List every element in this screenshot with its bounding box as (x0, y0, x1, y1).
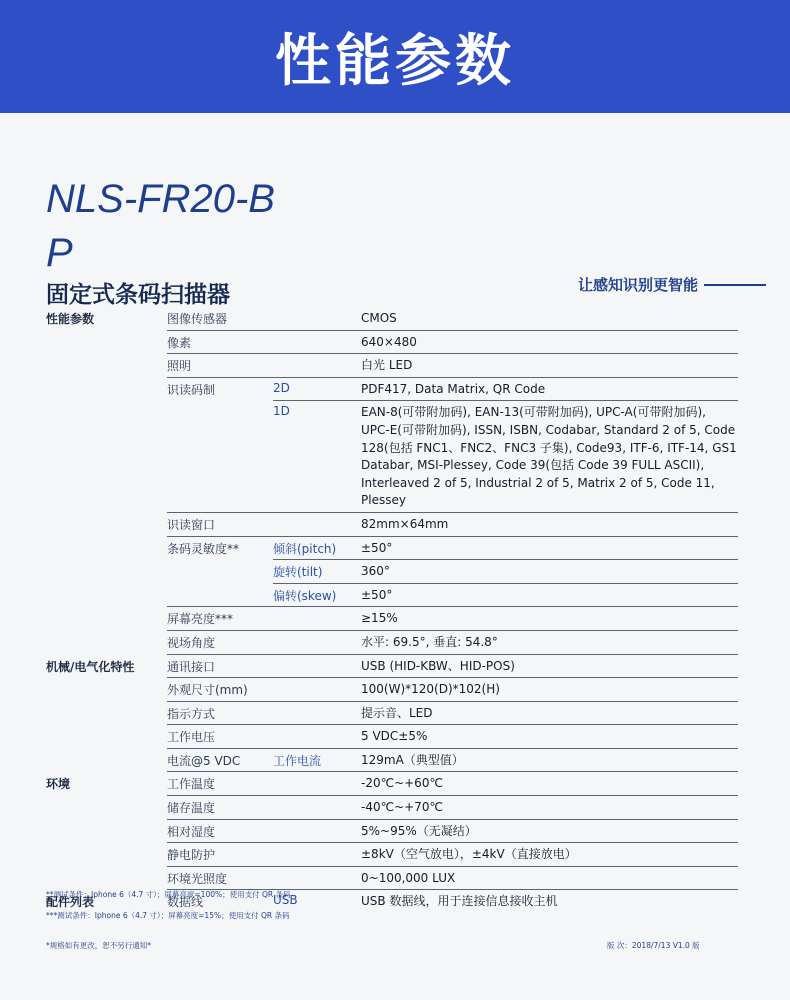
spec-value: 5%~95%（无凝结） (361, 820, 738, 844)
spec-subitem-label: 工作电流 (273, 749, 361, 773)
spec-subitem-label: 偏转(skew) (273, 584, 361, 608)
spec-value: 5 VDC±5% (361, 725, 738, 749)
spec-section-label: 机械/电气化特性 (46, 659, 135, 674)
spec-section-label (46, 702, 167, 726)
spec-subitem-label: 旋转(tilt) (273, 560, 361, 584)
spec-row (46, 631, 738, 655)
spec-item-label: 数据线 (167, 895, 204, 910)
spec-section-label (46, 537, 167, 561)
slogan (578, 274, 766, 295)
spec-section-label (46, 820, 167, 844)
spec-subitem-label: 1D (273, 401, 361, 513)
slogan-text: 让感知识别更智能 (578, 276, 699, 294)
spec-item-label (167, 584, 273, 608)
spec-section-label (46, 749, 167, 773)
spec-section-label (46, 584, 167, 608)
spec-item-label: 外观尺寸(mm) (167, 678, 273, 702)
spec-value: 水平: 69.5°, 垂直: 54.8° (361, 631, 738, 655)
spec-subitem-label (273, 843, 361, 867)
slogan-divider (704, 284, 766, 286)
spec-value: ≥15% (361, 607, 738, 631)
spec-value: 100(W)*120(D)*102(H) (361, 678, 738, 702)
spec-section-label (46, 678, 167, 702)
spec-item-label: 屏幕亮度*** (167, 607, 273, 631)
test-note-2: ***测试条件：Iphone 6（4.7 寸）；屏幕亮度=15%；使用支付 QR 条码 (46, 911, 290, 920)
spec-subitem-label (273, 772, 361, 796)
spec-section-label (46, 607, 167, 631)
model-name (46, 172, 286, 280)
spec-row (46, 560, 738, 584)
spec-section-label (46, 401, 167, 513)
test-note-1: **测试条件：Iphone 6（4.7 寸）；屏幕亮度=100%；使用支付 QR 条码 (46, 890, 291, 899)
spec-item-label: 像素 (167, 331, 273, 355)
spec-section-label (46, 796, 167, 820)
product-subtitle: 固定式条码扫描器 (46, 282, 230, 308)
footer-disclaimer: *规格如有更改，恕不另行通知* (46, 941, 151, 950)
spec-section-label (46, 867, 167, 891)
spec-subitem-label (273, 631, 361, 655)
spec-item-label: 视场角度 (167, 631, 273, 655)
spec-value: ±50° (361, 537, 738, 561)
spec-row (46, 401, 738, 513)
spec-item-label: 识读窗口 (167, 513, 273, 537)
spec-value: 129mA（典型值） (361, 749, 738, 773)
spec-section-label (46, 354, 167, 378)
spec-value: -40℃~+70℃ (361, 796, 738, 820)
spec-item-label: 工作电压 (167, 725, 273, 749)
spec-item-label (167, 401, 273, 513)
spec-item-label: 通讯接口 (167, 655, 273, 679)
spec-subitem-label (273, 655, 361, 679)
spec-section-label (46, 331, 167, 355)
spec-subitem-label (273, 820, 361, 844)
spec-row (46, 655, 738, 679)
spec-value: 0~100,000 LUX (361, 867, 738, 891)
spec-row (46, 678, 738, 702)
spec-section-label (46, 631, 167, 655)
spec-value: 640×480 (361, 331, 738, 355)
spec-subitem-label (273, 354, 361, 378)
spec-section-label: 性能参数 (46, 312, 95, 326)
spec-row (46, 796, 738, 820)
spec-value: ±50° (361, 584, 738, 608)
spec-value: 白光 LED (361, 354, 738, 378)
spec-subitem-label (273, 307, 361, 331)
spec-value: USB (HID-KBW、HID-POS) (361, 655, 738, 679)
spec-value: 82mm×64mm (361, 513, 738, 537)
spec-row (46, 331, 738, 355)
spec-item-label: 储存温度 (167, 796, 273, 820)
spec-item-label: 条码灵敏度** (167, 541, 240, 556)
spec-item-label: 图像传感器 (167, 307, 273, 331)
spec-value: EAN-8(可带附加码), EAN-13(可带附加码), UPC-A(可带附加码), UPC-E(可带附加码), ISSN, ISBN, Codabar, Standard 2 of 5, Code 128(包括 FNC1、FNC2、FNC3 子集), Code93, ITF-6, ITF-14, GS1 Databar, MSI-Plessey, Code 39(包括 Code 39 FULL ASCII), Interleaved 2 of 5, Industrial 2 of 5, Matrix 2 of 5, Code 11, Plessey (361, 401, 738, 513)
spec-row (46, 820, 738, 844)
spec-row (46, 537, 738, 561)
model-line-2: P (46, 231, 73, 275)
spec-item-label: 电流@5 VDC (167, 749, 273, 773)
footer-version: 版 次：2018/7/13 V1.0 版 (607, 941, 700, 950)
spec-row (46, 584, 738, 608)
spec-subitem-label (273, 725, 361, 749)
spec-row (46, 725, 738, 749)
spec-item-label: 指示方式 (167, 702, 273, 726)
spec-subitem-label (273, 796, 361, 820)
spec-row (46, 772, 738, 796)
spec-section-label (46, 560, 167, 584)
spec-subitem-label (273, 702, 361, 726)
spec-row (46, 513, 738, 537)
spec-row (46, 378, 738, 402)
spec-item-label (167, 560, 273, 584)
spec-item-label: 静电防护 (167, 843, 273, 867)
spec-row (46, 749, 738, 773)
spec-row (46, 354, 738, 378)
spec-value: USB 数据线，用于连接信息接收主机 (361, 894, 558, 909)
spec-subitem-label: 2D (273, 378, 361, 402)
spec-subitem-label (273, 867, 361, 891)
spec-item-label: 工作温度 (167, 772, 273, 796)
header-banner (0, 0, 790, 113)
spec-value: -20℃~+60℃ (361, 772, 738, 796)
spec-subitem-label: 倾斜(pitch) (273, 537, 361, 561)
model-line-1: NLS-FR20-B (46, 177, 275, 221)
spec-section-label: 配件列表 (46, 895, 95, 910)
spec-item-label: 照明 (167, 354, 273, 378)
spec-section-label (46, 378, 167, 402)
spec-row (46, 843, 738, 867)
spec-subitem-label (273, 331, 361, 355)
spec-section-label: 环境 (46, 777, 71, 792)
spec-item-label: 环境光照度 (167, 867, 273, 891)
spec-subitem-label (273, 607, 361, 631)
spec-subitem-label (273, 678, 361, 702)
spec-table (46, 307, 738, 913)
spec-item-label: 识读码制 (167, 382, 216, 397)
banner-title: 性能参数 (275, 28, 515, 94)
spec-row (46, 702, 738, 726)
spec-row (46, 867, 738, 891)
spec-value: CMOS (361, 307, 738, 331)
spec-section-label (46, 513, 167, 537)
spec-subitem-label: USB (273, 893, 298, 908)
spec-subitem-label (273, 513, 361, 537)
spec-row (46, 607, 738, 631)
spec-value: PDF417, Data Matrix, QR Code (361, 378, 738, 402)
spec-row (46, 307, 738, 331)
spec-value: ±8kV（空气放电），±4kV（直接放电） (361, 843, 738, 867)
spec-value: 提示音、LED (361, 702, 738, 726)
spec-section-label (46, 725, 167, 749)
spec-section-label (46, 843, 167, 867)
spec-value: 360° (361, 560, 738, 584)
spec-item-label: 相对湿度 (167, 820, 273, 844)
